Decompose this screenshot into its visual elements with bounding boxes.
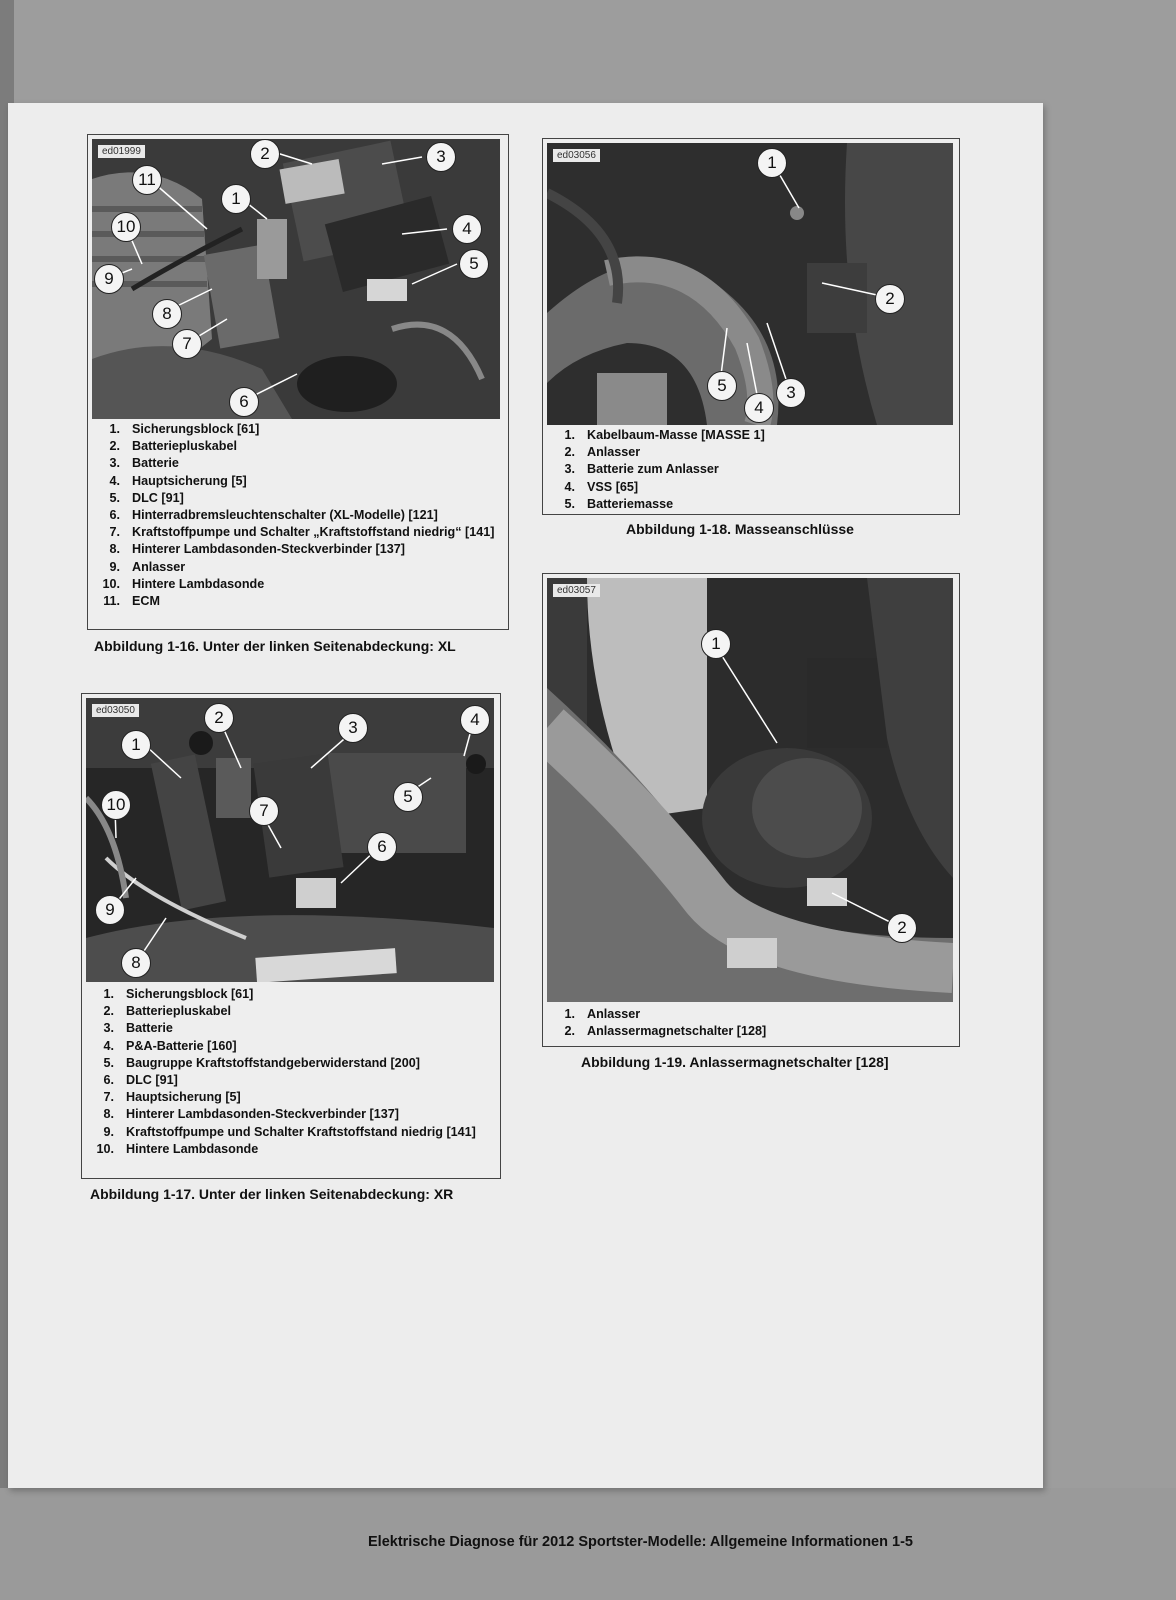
legend-item	[92, 524, 502, 541]
legend-number: 5.	[564, 496, 575, 511]
legend-number: 3.	[103, 1021, 114, 1036]
callout-10: 10	[111, 212, 141, 242]
callout-5: 5	[459, 249, 489, 279]
legend-item	[92, 593, 502, 610]
legend-text: Batterie	[126, 1021, 173, 1036]
legend-text: Anlasser	[587, 445, 641, 460]
legend-text: Batterie	[132, 456, 179, 471]
callout-10: 10	[101, 790, 131, 820]
legend-text: Baugruppe Kraftstoffstandgeberwiderstand [200]	[126, 1055, 420, 1070]
photo-reference-tag: ed01999	[98, 145, 145, 158]
legend-number: 2.	[103, 1004, 114, 1019]
callout-1: 1	[121, 730, 151, 760]
legend-text: Batteriemasse	[587, 496, 674, 511]
legend-number: 5.	[109, 490, 120, 505]
legend-text: P&A-Batterie [160]	[126, 1038, 237, 1053]
legend-text: Sicherungsblock [61]	[132, 422, 260, 436]
legend-text: Hinterradbremsleuchtenschalter (XL-Modelle) [121]	[132, 508, 438, 523]
figure-1-16-photo	[92, 139, 500, 419]
legend-number: 4.	[109, 473, 120, 488]
callout-9: 9	[94, 264, 124, 294]
figure-1-19	[542, 573, 960, 1047]
legend-text: Hintere Lambdasonde	[132, 576, 265, 591]
legend-number: 11.	[103, 594, 120, 609]
legend-number: 8.	[109, 542, 120, 557]
callout-2: 2	[204, 703, 234, 733]
figure-1-17	[81, 693, 501, 1179]
callout-1: 1	[221, 184, 251, 214]
legend-number: 6.	[109, 508, 120, 523]
legend-number: 1.	[109, 422, 120, 436]
figure-1-17-caption: Abbildung 1-17. Unter der linken Seitenabdeckung: XR	[90, 1186, 454, 1202]
legend-text: DLC [91]	[126, 1073, 178, 1088]
legend-number: 3.	[109, 456, 120, 471]
legend-number: 10.	[102, 576, 120, 591]
legend-item	[547, 461, 953, 478]
legend-text: Hauptsicherung [5]	[126, 1090, 241, 1105]
legend-number: 6.	[103, 1073, 114, 1088]
callout-9: 9	[95, 895, 125, 925]
legend-text: Kraftstoffpumpe und Schalter Kraftstoffstand niedrig [141]	[126, 1124, 476, 1139]
legend-text: Anlassermagnetschalter [128]	[587, 1024, 767, 1039]
figure-1-19-legend	[547, 1006, 953, 1040]
legend-number: 7.	[103, 1090, 114, 1105]
figure-1-16-caption: Abbildung 1-16. Unter der linken Seitenabdeckung: XL	[94, 638, 456, 654]
legend-item	[547, 444, 953, 461]
legend-number: 10.	[96, 1141, 114, 1156]
figure-1-16-legend	[92, 421, 502, 610]
legend-number: 5.	[103, 1055, 114, 1070]
callout-3: 3	[338, 713, 368, 743]
legend-item	[86, 1141, 496, 1158]
legend-item	[86, 986, 496, 1003]
legend-item	[92, 438, 502, 455]
callout-8: 8	[152, 299, 182, 329]
legend-text: Hauptsicherung [5]	[132, 473, 247, 488]
callout-4: 4	[460, 705, 490, 735]
callout-11: 11	[132, 165, 162, 195]
legend-item	[86, 1089, 496, 1106]
legend-item	[547, 1006, 953, 1023]
photo-reference-tag: ed03056	[553, 149, 600, 162]
legend-item	[86, 1038, 496, 1055]
figure-1-17-photo	[86, 698, 494, 982]
legend-number: 7.	[109, 525, 120, 540]
legend-text: Batterie zum Anlasser	[587, 462, 719, 477]
callout-1: 1	[701, 629, 731, 659]
callout-7: 7	[249, 796, 279, 826]
legend-item	[92, 559, 502, 576]
legend-item	[92, 473, 502, 490]
legend-text: Kraftstoffpumpe und Schalter „Kraftstoffstand niedrig“ [141]	[132, 525, 495, 540]
manual-page	[8, 103, 1043, 1550]
callout-4: 4	[452, 214, 482, 244]
legend-number: 3.	[564, 462, 575, 477]
legend-item	[547, 427, 953, 444]
callout-5: 5	[707, 371, 737, 401]
callout-3: 3	[426, 142, 456, 172]
legend-item	[92, 541, 502, 558]
legend-item	[92, 507, 502, 524]
figure-1-18-photo	[547, 143, 953, 425]
figure-1-16	[87, 134, 509, 630]
legend-text: Hintere Lambdasonde	[126, 1141, 259, 1156]
callout-3: 3	[776, 378, 806, 408]
callout-5: 5	[393, 782, 423, 812]
legend-item	[92, 490, 502, 507]
legend-text: Kabelbaum-Masse [MASSE 1]	[587, 428, 765, 442]
legend-item	[92, 455, 502, 472]
legend-number: 4.	[564, 479, 575, 494]
figure-1-19-caption: Abbildung 1-19. Anlassermagnetschalter [128]	[581, 1054, 889, 1070]
legend-text: Anlasser	[587, 1007, 641, 1021]
legend-item	[547, 1023, 953, 1040]
legend-number: 1.	[103, 987, 114, 1001]
legend-number: 9.	[103, 1124, 114, 1139]
photo-reference-tag: ed03050	[92, 704, 139, 717]
figure-1-18	[542, 138, 960, 515]
legend-number: 4.	[103, 1038, 114, 1053]
legend-item	[86, 1124, 496, 1141]
legend-item	[86, 1055, 496, 1072]
legend-item	[86, 1106, 496, 1123]
figure-1-17-legend	[86, 986, 496, 1158]
legend-number: 8.	[103, 1107, 114, 1122]
page-footer: Elektrische Diagnose für 2012 Sportster-Modelle: Allgemeine Informationen 1-5	[368, 1534, 913, 1550]
callout-2: 2	[875, 284, 905, 314]
callout-1: 1	[757, 148, 787, 178]
legend-number: 2.	[564, 1024, 575, 1039]
legend-text: Hinterer Lambdasonden-Steckverbinder [137]	[126, 1107, 399, 1122]
legend-text: VSS [65]	[587, 479, 639, 494]
legend-item	[547, 479, 953, 496]
legend-number: 9.	[109, 559, 120, 574]
callout-6: 6	[229, 387, 259, 417]
legend-text: DLC [91]	[132, 490, 184, 505]
legend-text: Hinterer Lambdasonden-Steckverbinder [137]	[132, 542, 405, 557]
legend-item	[86, 1003, 496, 1020]
figure-1-19-photo	[547, 578, 953, 1002]
legend-text: Batteriepluskabel	[126, 1004, 231, 1019]
callout-6: 6	[367, 832, 397, 862]
legend-item	[92, 576, 502, 593]
legend-number: 1.	[564, 428, 575, 442]
legend-text: ECM	[132, 594, 160, 609]
callout-8: 8	[121, 948, 151, 978]
callout-2: 2	[887, 913, 917, 943]
legend-item	[86, 1020, 496, 1037]
legend-item	[92, 421, 502, 438]
legend-number: 1.	[564, 1007, 575, 1021]
figure-1-18-caption: Abbildung 1-18. Masseanschlüsse	[626, 521, 854, 537]
callout-4: 4	[744, 393, 774, 423]
legend-number: 2.	[564, 445, 575, 460]
legend-item	[86, 1072, 496, 1089]
legend-item	[547, 496, 953, 513]
legend-number: 2.	[109, 439, 120, 454]
legend-text: Batteriepluskabel	[132, 439, 237, 454]
legend-text: Anlasser	[132, 559, 186, 574]
callout-7: 7	[172, 329, 202, 359]
callout-2: 2	[250, 139, 280, 169]
photo-reference-tag: ed03057	[553, 584, 600, 597]
legend-text: Sicherungsblock [61]	[126, 987, 254, 1001]
figure-1-18-legend	[547, 427, 953, 513]
